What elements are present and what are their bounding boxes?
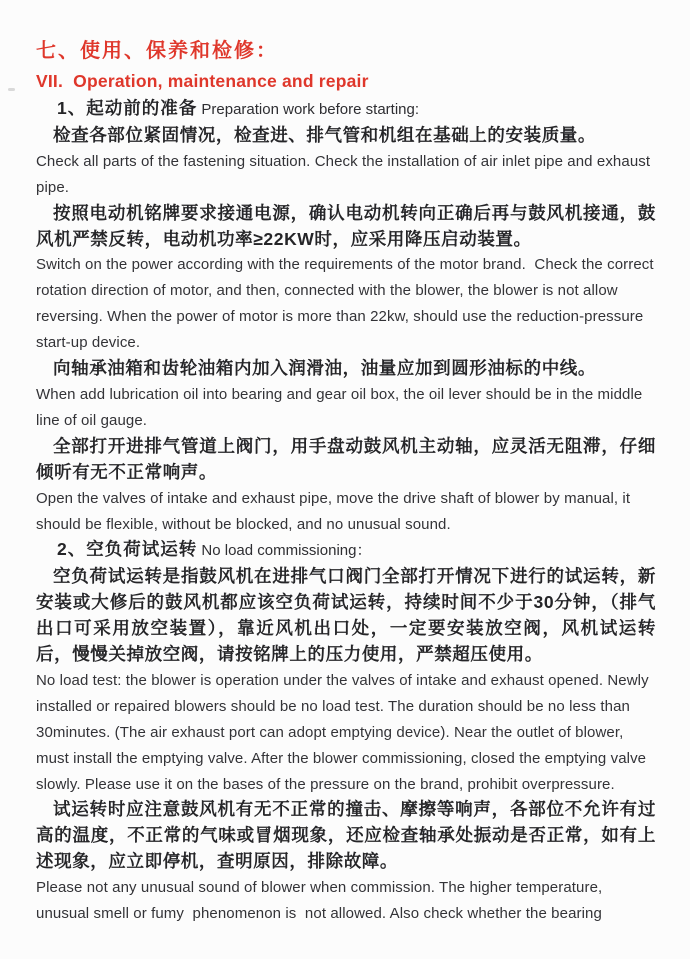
subsection-2-title-en: No load commissioning：: [197, 542, 372, 560]
subsection-1-heading: [36, 96, 656, 123]
para-en-power-connection: Switch on the power according with the requirements of the motor brand. Check the correct rotation direction of motor, and then, connected with the blower, the blower is not allow reversing. When the power of motor is more than 22kw, should use the reduction-pressure start-up device.: [36, 256, 658, 352]
para-en-unusual-sound: Please not any unusual sound of blower when commission. The higher temperature, unusual smell or fumy phenomenon is not allowed. Also check whether the bearing: [36, 879, 607, 923]
section-heading-zh: 七、使用、保养和检修：: [36, 40, 278, 62]
para-en-lubrication: When add lubrication oil into bearing and gear oil box, the oil lever should be in the middle line of oil gauge.: [36, 385, 647, 429]
scan-artifact: [8, 88, 15, 91]
para-zh-fastening-check: 检查各部位紧固情况，检查进、排气管和机组在基础上的安装质量。: [53, 124, 596, 145]
para-en-fastening-check: Check all parts of the fastening situation. Check the installation of air inlet pipe and exhaust pipe.: [36, 152, 655, 196]
para-zh-power-connection: 按照电动机铭牌要求接通电源，确认电动机转向正确后再与鼓风机接通，鼓风机严禁反转，电动机功率≥22KW时，应采用降压启动装置。: [36, 202, 656, 249]
para-zh-lubrication: 向轴承油箱和齿轮油箱内加入润滑油，油量应加到圆形油标的中线。: [53, 358, 596, 379]
section-heading-en: VII. Operation, maintenance and repair: [36, 71, 369, 91]
subsection-2-heading: [36, 537, 656, 564]
para-zh-unusual-sound: 试运转时应注意鼓风机有无不正常的撞击、摩擦等响声，各部位不允许有过高的温度，不正常的气味或冒烟现象，还应检查轴承处振动是否正常，如有上述现象，应立即停机，查明原因，排除故障。: [36, 799, 656, 872]
para-zh-open-valves: 全部打开进排气管道上阀门，用手盘动鼓风机主动轴，应灵活无阻滞，仔细倾听有无不正常响声。: [36, 435, 656, 482]
subsection-1-title-zh: 1、起动前的准备: [57, 98, 198, 118]
para-en-no-load-test: No load test: the blower is operation under the valves of intake and exhaust opened. Newly installed or repaired blowers should be no load test. The duration should be no less than 30minutes. (The air exhaust port can adopt emptying device). Near the outlet of blower, must install the emptying valve. After the blower commissioning, closed the emptying valve slowly. Please use it on the bases of the pressure on the brand, prohibit overpressure.: [36, 671, 653, 793]
subsection-2-title-zh: 2、空负荷试运转: [57, 539, 198, 560]
para-zh-no-load-test: 空负荷试运转是指鼓风机在进排气口阀门全部打开情况下进行的试运转，新安装或大修后的鼓风机都应该空负荷试运转，持续时间不少于30分钟，（排气出口可采用放空装置），靠近风机出口处，一定要安装放空阀，风机试运转后，慢慢关掉放空阀，请按铭牌上的压力使用，严禁超压使用。: [36, 566, 656, 665]
subsection-1-title-en: Preparation work before starting:: [197, 101, 420, 118]
para-en-open-valves: Open the valves of intake and exhaust pipe, move the drive shaft of blower by manual, it should be flexible, without be blocked, and no unusual sound.: [36, 489, 635, 533]
